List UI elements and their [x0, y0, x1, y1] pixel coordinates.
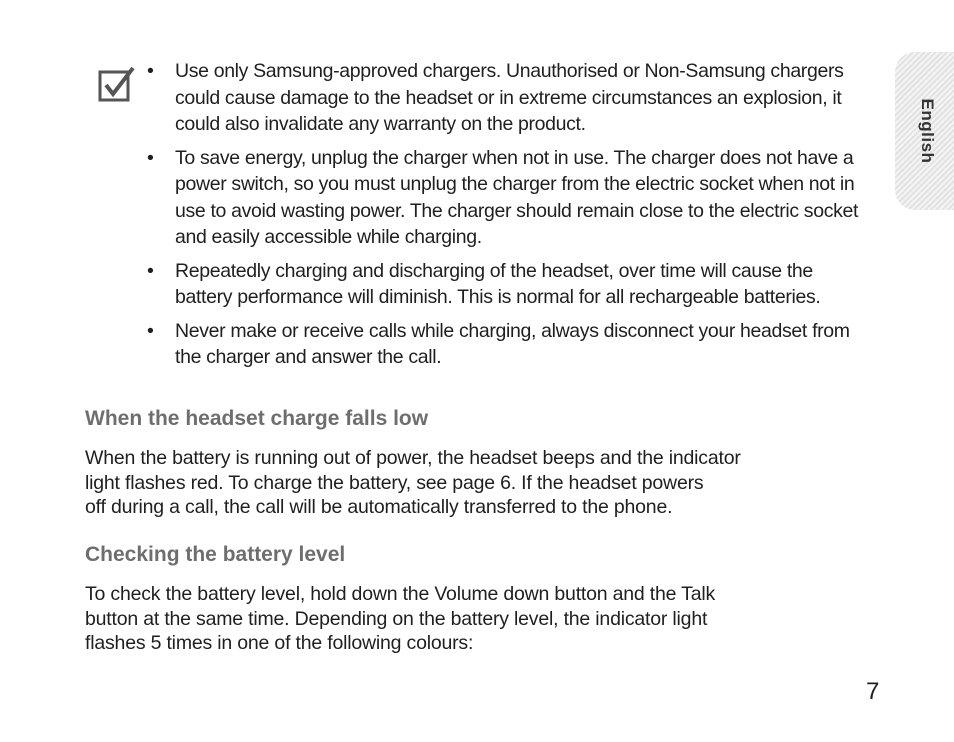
list-item: • Use only Samsung-approved chargers. Unauthorised or Non-Samsung chargers could cause damage to the headset or in extreme circumstances an explosion, it could also invalidate any warranty on the product.: [147, 60, 844, 135]
note-text: Use only Samsung-approved chargers. Unauthorised or Non-Samsung chargers could cause damage to the headset or in extreme circumstances an explosion, it could also invalidate any warranty on the product.: [175, 60, 844, 135]
notes-list: [146, 58, 862, 378]
note-text: To save energy, unplug the charger when not in use. The charger does not have a power switch, so you must unplug the charger from the electric socket when not in use to avoid wasting power. The charger should remain close to the electric socket and easily accessible while charging.: [175, 146, 859, 248]
section-heading-battery-level: Checking the battery level: [85, 543, 346, 566]
list-item: • Repeatedly charging and discharging of the headset, over time will cause the battery performance will diminish. This is normal for all rechargeable batteries.: [147, 259, 821, 308]
check-box-note-icon: [98, 66, 136, 106]
list-item: • To save energy, unplug the charger when not in use. The charger does not have a power switch, so you must unplug the charger from the electric socket when not in use to avoid wasting power. The charger should remain close to the electric socket and easily accessible while charging.: [147, 146, 859, 248]
note-text: Never make or receive calls while charging, always disconnect your headset from the charger and answer the call.: [175, 319, 850, 368]
list-item: • Never make or receive calls while charging, always disconnect your headset from the charger and answer the call.: [147, 319, 850, 368]
page-number: 7: [866, 678, 880, 705]
note-text: Repeatedly charging and discharging of the headset, over time will cause the battery performance will diminish. This is normal for all rechargeable batteries.: [175, 259, 821, 308]
section-paragraph-charge-low: When the battery is running out of power, the headset beeps and the indicator light flashes red. To charge the battery, see page 6. If the headset powers off during a call, the call will be automatically transferred to the phone.: [85, 447, 741, 518]
section-heading-charge-low: When the headset charge falls low: [85, 407, 429, 430]
language-tab-label: English: [918, 98, 937, 164]
section-paragraph-battery-level: To check the battery level, hold down the Volume down button and the Talk button at the same time. Depending on the battery level, the indicator light flashes 5 times in one of the following colours:: [85, 583, 716, 654]
